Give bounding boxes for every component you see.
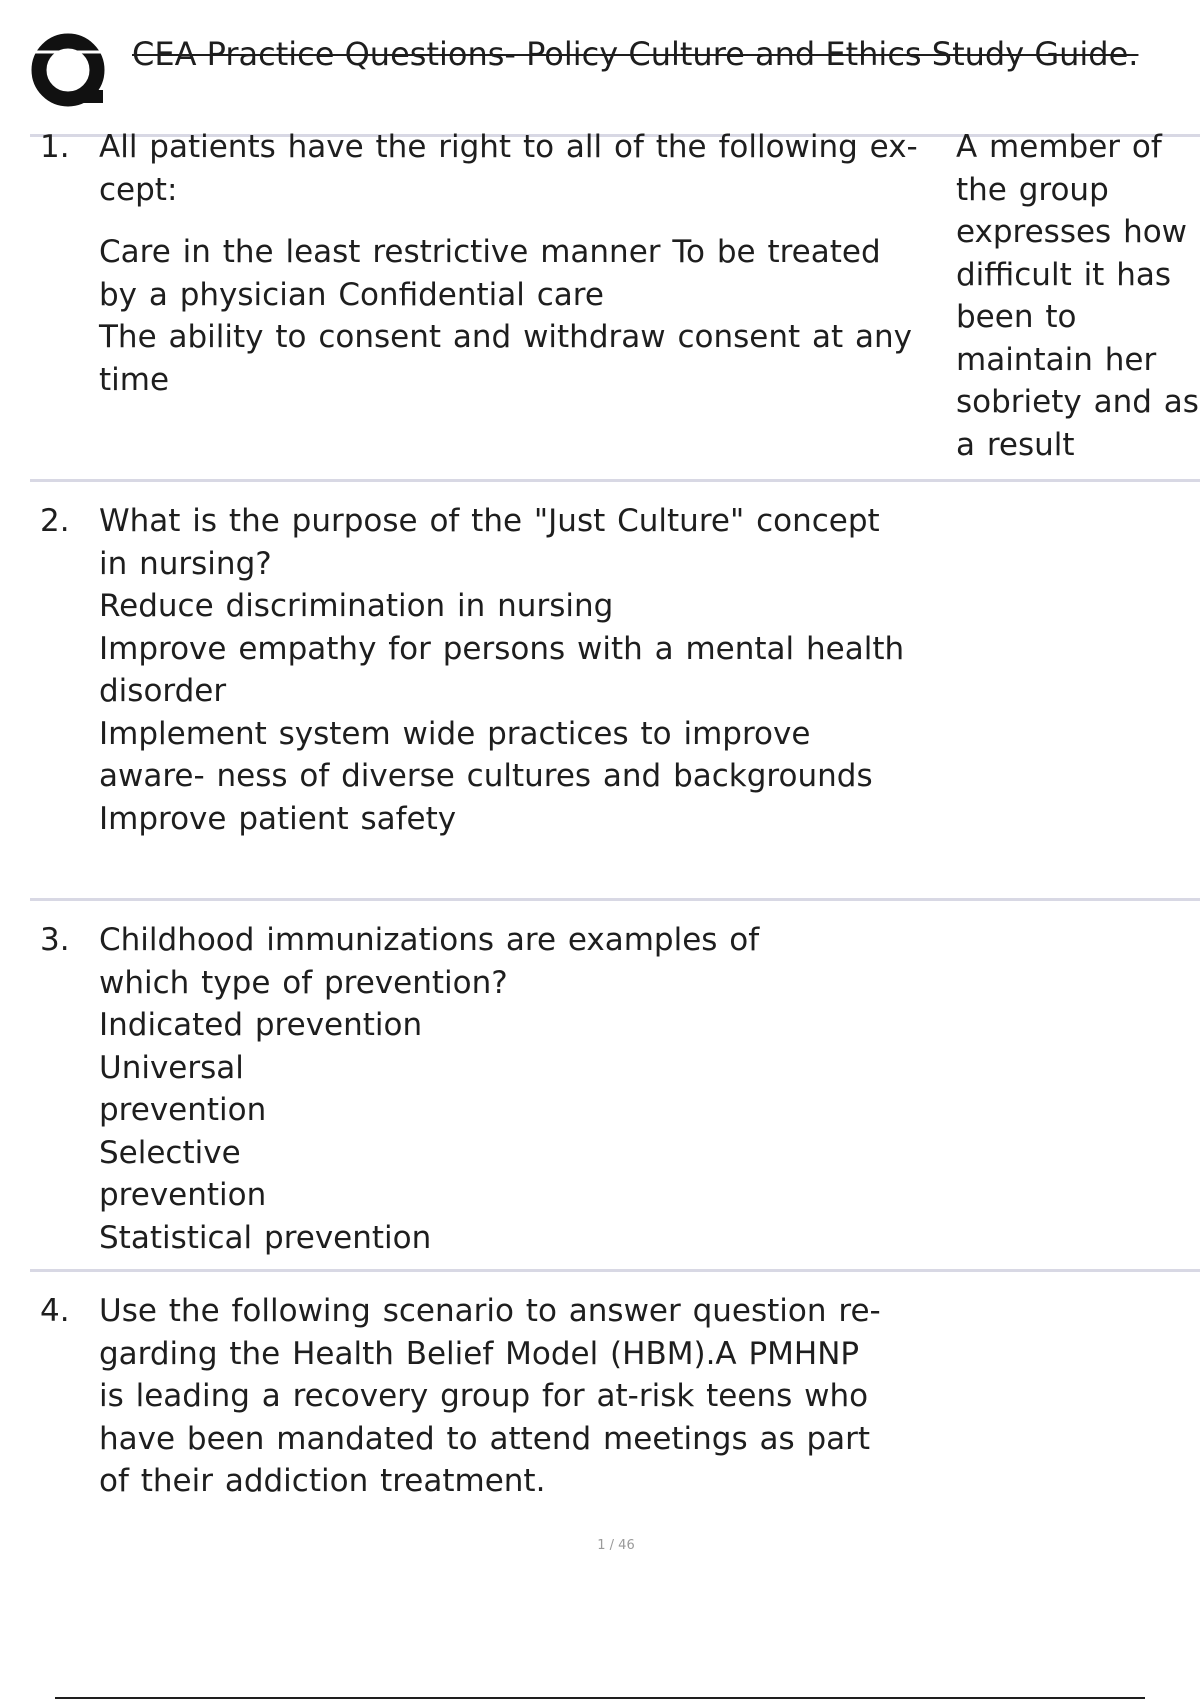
question-option: Improve empathy for persons with a mental health disorder (99, 630, 905, 709)
question-item-1 (30, 129, 1200, 482)
question-option: Selective prevention (99, 1134, 267, 1213)
question-prompt: Use the following scenario to answer question re- garding the Health Belief Model (HBM).A PMHNP is leading a recovery group for at-risk teens who have been mandated to attend meetings as part of their addiction treatment. (99, 1293, 881, 1499)
question-item-4 (30, 1272, 1200, 1532)
question-option: Reduce discrimination in nursing (99, 588, 614, 624)
question-prompt: What is the purpose of the "Just Culture" concept in nursing? (99, 503, 880, 582)
question-option: Universal prevention (99, 1049, 267, 1128)
document-header (30, 28, 1200, 108)
question-item-3 (30, 901, 1200, 1272)
question-body (99, 500, 919, 840)
document-title: CEA Practice Questions- Policy Culture and Ethics Study Guide. (132, 35, 1139, 73)
question-option: Improve patient safety (99, 800, 457, 837)
page-number: 1 / 46 (597, 1538, 635, 1553)
question-body (99, 126, 919, 401)
question-number: 4. (40, 1293, 70, 1329)
question-body (99, 1290, 889, 1503)
question-prompt: All patients have the right to all of the following ex- cept: (99, 129, 918, 208)
question-option: The ability to consent and withdraw consent at any time (99, 319, 912, 398)
question-number: 3. (40, 922, 70, 958)
question-body (99, 919, 819, 1259)
question-prompt: Childhood immunizations are examples of which type of prevention? (99, 922, 760, 1001)
footer-divider (55, 1697, 1145, 1699)
question-number: 1. (40, 129, 70, 165)
question-option: Indicated prevention (99, 1007, 423, 1043)
q-logo-icon (30, 32, 110, 112)
question-number: 2. (40, 503, 70, 539)
question-list (30, 129, 1200, 1532)
question-item-2 (30, 482, 1200, 901)
answer-text: A member of the group expresses how difficult it has been to maintain her sobriety and as a result (956, 129, 1199, 463)
question-option: Statistical prevention (99, 1219, 432, 1256)
question-option: Care in the least restrictive manner To be treated by a physician Confidential care (99, 234, 881, 313)
question-option: Implement system wide practices to improve aware- ness of diverse cultures and backgrounds (99, 715, 873, 794)
